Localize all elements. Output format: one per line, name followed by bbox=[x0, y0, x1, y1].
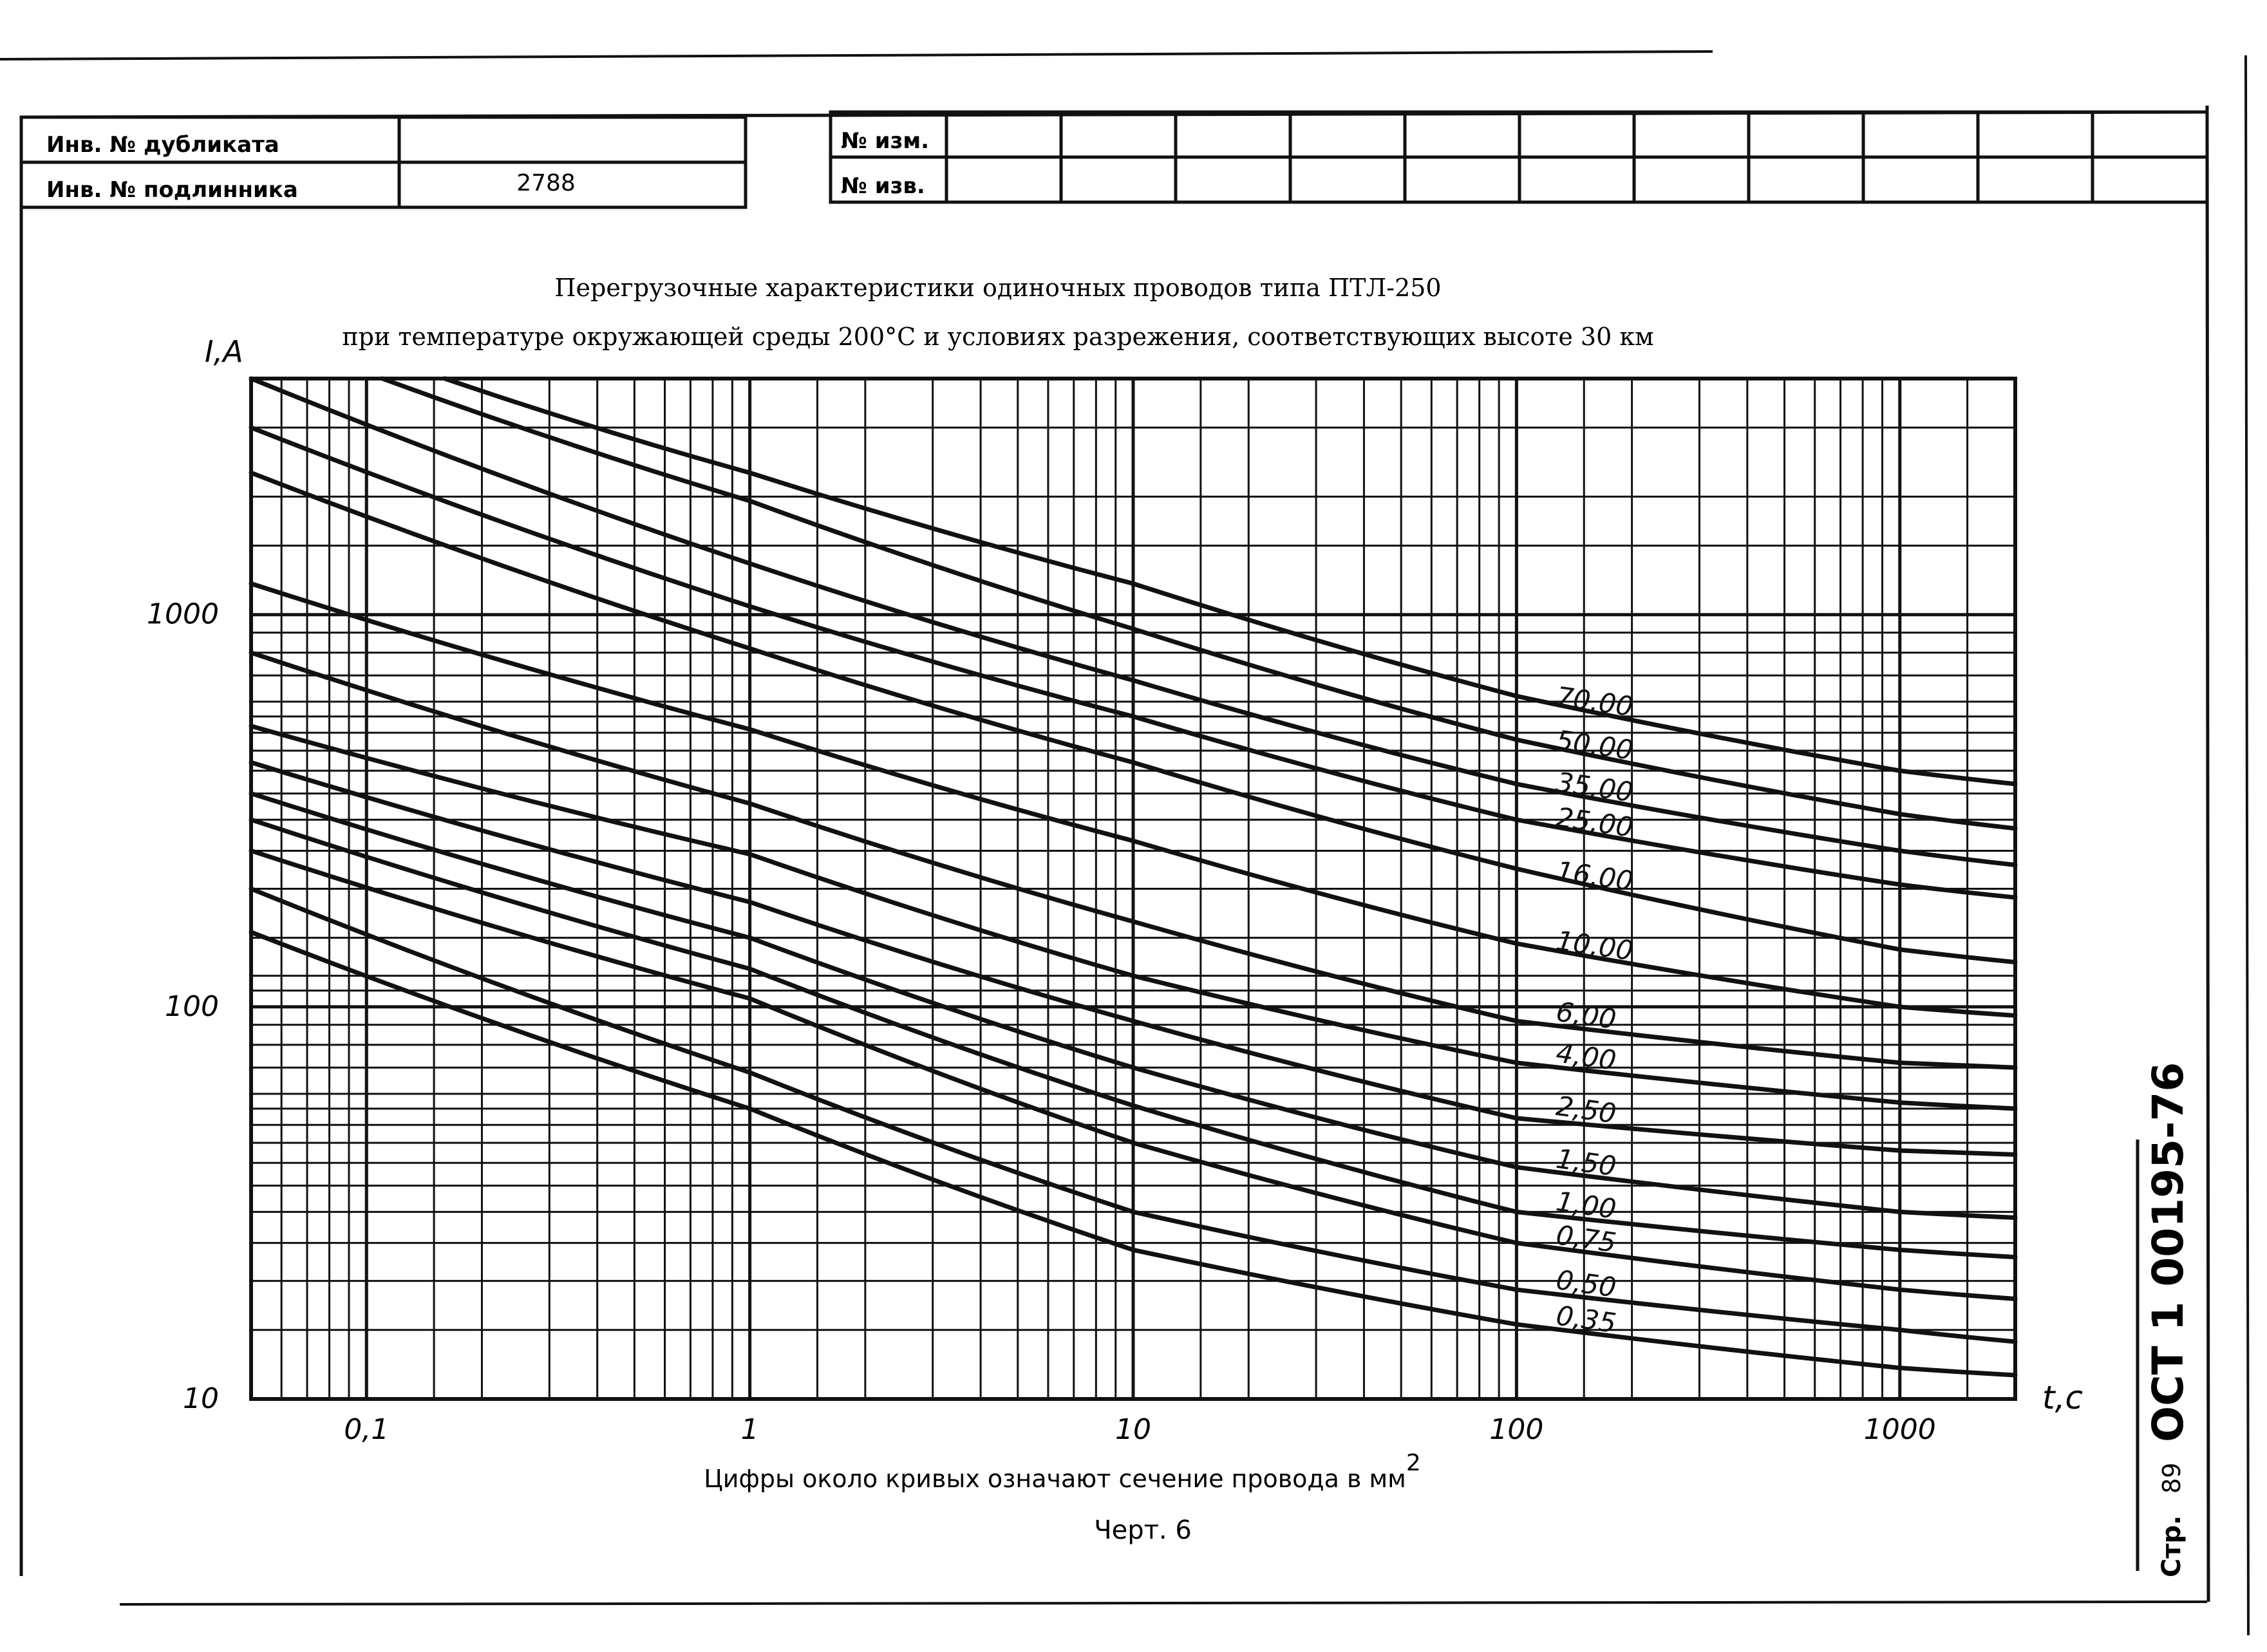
x-tick-label: 0,1 bbox=[344, 1413, 390, 1446]
chart-subtitle: при температуре окружающей среды 200°С и условиях разрежения, соответствующих высоте 30 км bbox=[342, 323, 1654, 351]
annotation-text: Цифры около кривых означают сечение провода в мм bbox=[704, 1465, 1406, 1493]
series-labels bbox=[1554, 681, 1635, 1339]
series-label: 10,00 bbox=[1554, 925, 1635, 967]
doc-code-block bbox=[2143, 1062, 2193, 1577]
series-label: 2,50 bbox=[1554, 1090, 1619, 1130]
y-axis-label: I,A bbox=[205, 334, 243, 369]
x-tick-labels bbox=[344, 1413, 1936, 1446]
x-axis-label: t,c bbox=[2042, 1379, 2083, 1416]
stamp-original-label: Инв. № подлинника bbox=[46, 177, 298, 203]
series-label: 4,00 bbox=[1554, 1037, 1619, 1076]
y-tick-label: 100 bbox=[165, 990, 219, 1023]
x-tick-label: 1 bbox=[740, 1413, 759, 1446]
chart-caption: Черт. 6 bbox=[1094, 1516, 1192, 1545]
page-number: 89 bbox=[2158, 1462, 2186, 1494]
chart-title: Перегрузочные характеристики одиночных проводов типа ПТЛ-250 bbox=[554, 274, 1442, 302]
x-tick-label: 1000 bbox=[1863, 1413, 1936, 1446]
page-label: Стр. bbox=[2157, 1515, 2187, 1577]
x-tick-label: 10 bbox=[1115, 1413, 1151, 1446]
stamp-notice-label: № изв. bbox=[841, 173, 925, 199]
stamp-duplicate-label: Инв. № дубликата bbox=[46, 132, 279, 158]
y-tick-label: 10 bbox=[183, 1382, 219, 1415]
series-label: 0,75 bbox=[1554, 1219, 1619, 1259]
series-label: 1,50 bbox=[1554, 1142, 1619, 1183]
stamp-right bbox=[831, 112, 2207, 202]
stamp-original-value: 2788 bbox=[516, 170, 576, 196]
series-label: 16,00 bbox=[1554, 855, 1635, 897]
series-label: 25,00 bbox=[1554, 801, 1635, 843]
series-label: 6,00 bbox=[1554, 995, 1619, 1036]
x-tick-label: 100 bbox=[1489, 1413, 1544, 1446]
series-label: 0,50 bbox=[1554, 1264, 1619, 1304]
chart-annotation bbox=[704, 1450, 1421, 1493]
series-label: 1,00 bbox=[1554, 1185, 1619, 1225]
doc-code: ОСТ 1 00195-76 bbox=[2143, 1062, 2193, 1442]
y-tick-label: 1000 bbox=[147, 597, 219, 631]
series-label: 70,00 bbox=[1554, 681, 1635, 723]
y-tick-labels bbox=[147, 598, 219, 1415]
stamp-left bbox=[21, 117, 746, 207]
series-label: 0,35 bbox=[1554, 1299, 1619, 1340]
plot-area bbox=[147, 379, 2015, 1446]
series-label: 35,00 bbox=[1554, 766, 1635, 809]
stamp-change-label: № изм. bbox=[841, 128, 930, 154]
annotation-superscript: 2 bbox=[1406, 1450, 1421, 1476]
series-label: 50,00 bbox=[1554, 724, 1635, 767]
